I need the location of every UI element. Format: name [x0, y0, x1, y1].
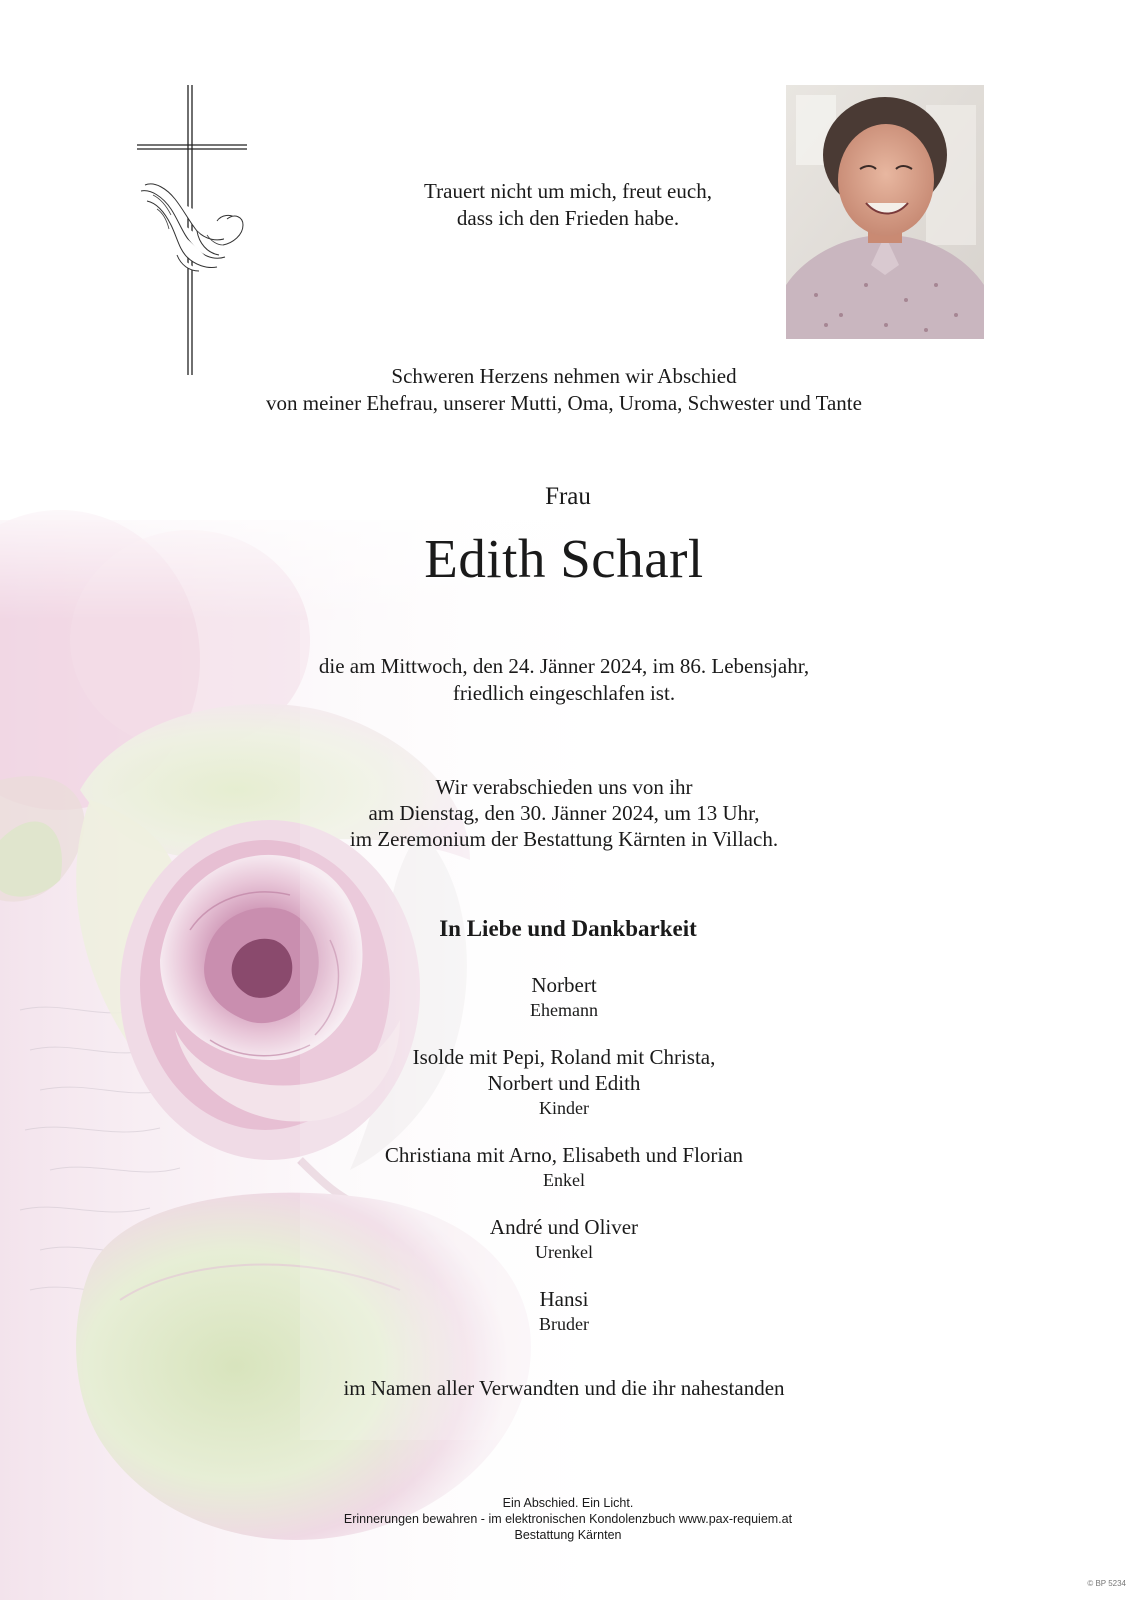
mourner-relation: Kinder [539, 1098, 589, 1118]
mourner-names: Isolde mit Pepi, Roland mit Christa, [412, 1045, 716, 1069]
closing-line: im Namen aller Verwandten und die ihr nahestanden [343, 1376, 785, 1400]
ceremony-details [164, 774, 964, 852]
gratitude-heading: In Liebe und Dankbarkeit [439, 916, 697, 941]
mourner-names: Hansi [539, 1287, 589, 1311]
footer-slogan: Ein Abschied. Ein Licht. [502, 1496, 634, 1510]
mourner-names: Norbert und Edith [487, 1071, 641, 1095]
death-notice-line: friedlich eingeschlafen ist. [452, 681, 676, 705]
motto-line: Trauert nicht um mich, freut euch, [424, 179, 712, 203]
farewell-text [64, 363, 1064, 417]
mourner-relation: Enkel [543, 1170, 585, 1190]
mourner-group [164, 972, 964, 1022]
death-notice [164, 653, 964, 707]
mourner-names: André und Oliver [489, 1215, 639, 1239]
death-notice-line: die am Mittwoch, den 24. Jänner 2024, im 86. Lebensjahr, [318, 654, 810, 678]
print-code: © BP 5234 [1087, 1579, 1126, 1588]
footer-condolence-link: Erinnerungen bewahren - im elektronischen Kondolenzbuch www.pax-requiem.at [343, 1512, 793, 1526]
mourner-relation: Ehemann [530, 1000, 598, 1020]
mourner-group [164, 1286, 964, 1336]
mourner-names: Christiana mit Arno, Elisabeth und Florian [384, 1143, 744, 1167]
cross-with-praying-hands-icon [137, 85, 249, 377]
mourners-list [164, 972, 964, 1358]
mourner-relation: Bruder [539, 1314, 589, 1334]
farewell-line: Schweren Herzens nehmen wir Abschied [391, 364, 737, 388]
motto-line: dass ich den Frieden habe. [456, 206, 680, 230]
mourner-group [164, 1214, 964, 1264]
ceremony-line: Wir verabschieden uns von ihr [435, 775, 693, 799]
mourner-group [164, 1142, 964, 1192]
footer [264, 1495, 872, 1543]
mourner-relation: Urenkel [535, 1242, 593, 1262]
ceremony-line: im Zeremonium der Bestattung Kärnten in Villach. [349, 827, 779, 851]
deceased-title: Frau [545, 483, 591, 510]
motto-verse [256, 178, 880, 232]
mourner-group [164, 1044, 964, 1120]
farewell-line: von meiner Ehefrau, unserer Mutti, Oma, Uroma, Schwester und Tante [266, 391, 862, 415]
ceremony-line: am Dienstag, den 30. Jänner 2024, um 13 Uhr, [368, 801, 760, 825]
footer-company: Bestattung Kärnten [514, 1528, 622, 1542]
deceased-name: Edith Scharl [424, 528, 704, 589]
mourner-names: Norbert [531, 973, 597, 997]
